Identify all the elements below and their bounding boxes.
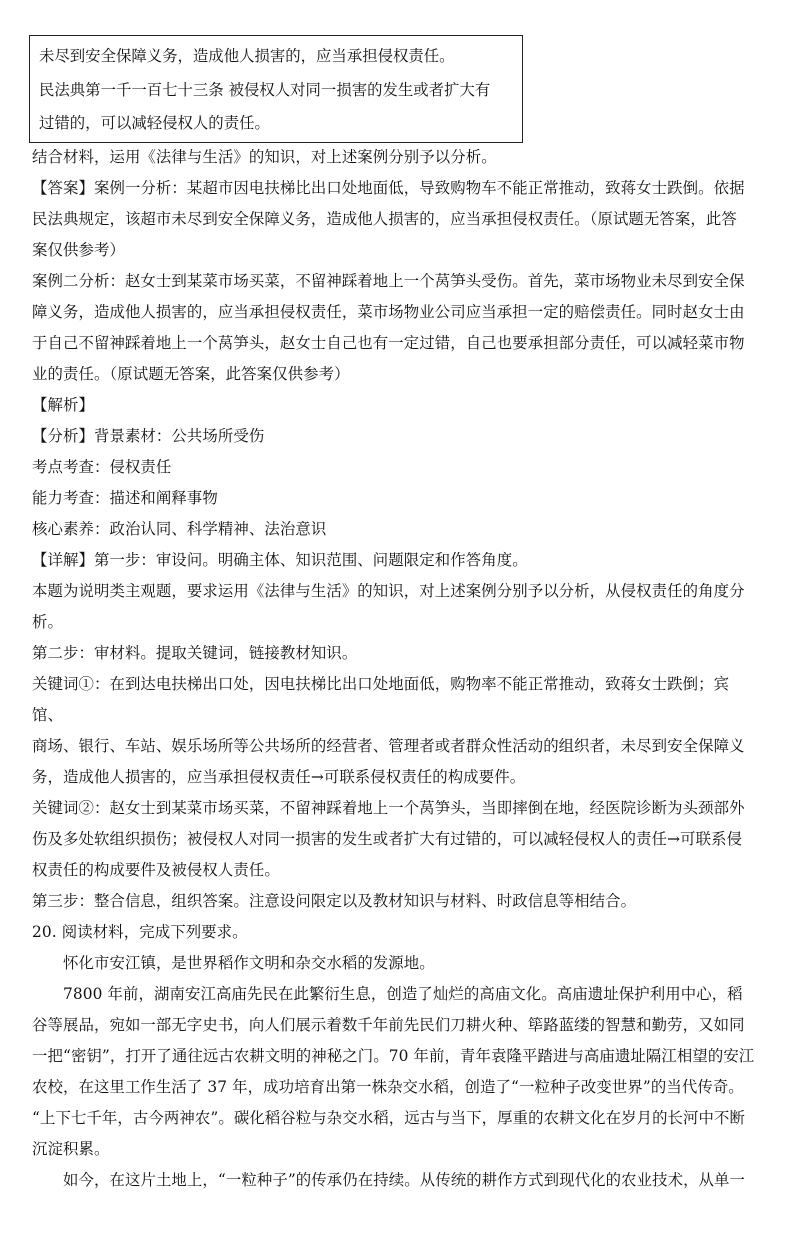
material-line: 农校，在这里工作生活了 37 年，成功培育出第一株杂交水稻，创造了“一粒种子改变世界”的当代传奇。 [32,1078,744,1096]
material-line: 沉淀积累。 [32,1140,110,1158]
analysis-line: 【分析】背景素材：公共场所受伤 [32,427,265,445]
keyword-line: 商场、银行、车站、娱乐场所等公共场所的经营者、管理者或者群众性活动的组织者，未尽到安全保障义 [32,737,745,755]
detail-line: 第三步：整合信息，组织答案。注意设问限定以及教材知识与材料、时政信息等相结合。 [32,892,637,910]
keyword-line: 权责任的构成要件及被侵权人责任。 [32,861,280,879]
analysis-line: 考点考查：侵权责任 [32,458,172,476]
detail-line: 第二步：审材料。提取关键词，链接教材知识。 [32,644,358,662]
material-line: 7800 年前，湖南安江高庙先民在此繁衍生息，创造了灿烂的高庙文化。高庙遗址保护利用中心，稻 [63,985,743,1003]
analysis-line: 核心素养：政治认同、科学精神、法治意识 [32,520,327,538]
question-number: 20. 阅读材料，完成下列要求。 [32,923,248,941]
material-line: 谷等展品，宛如一部无字史书，向人们展示着数千年前先民们刀耕火种、筚路蓝缕的智慧和勤劳，又如同 [32,1016,745,1034]
document-body [32,142,772,1196]
box-line: 过错的，可以减轻侵权人的责任。 [39,114,270,132]
keyword-line: 馆、 [32,706,63,724]
question-prompt: 结合材料，运用《法律与生活》的知识，对上述案例分别予以分析。 [32,148,497,166]
detail-line: 析。 [32,613,63,631]
quoted-material-box [29,35,523,143]
material-line: 怀化市安江镇，是世界稻作文明和杂交水稻的发源地。 [63,954,435,972]
detail-line: 本题为说明类主观题，要求运用《法律与生活》的知识，对上述案例分别予以分析，从侵权责任的角度分 [32,582,745,600]
analysis-heading: 【解析】 [32,396,94,414]
answer-line: 案仅供参考） [32,241,125,259]
answer-line: 案例二分析：赵女士到某菜市场买菜，不留神踩着地上一个莴笋头受伤。首先，菜市场物业未尽到安全保 [32,272,745,290]
material-line: 一把“密钥”，打开了通往远古农耕文明的神秘之门。70 年前，青年袁隆平踏进与高庙遗址隔江相望的安江 [32,1047,755,1065]
box-line: 未尽到安全保障义务，造成他人损害的，应当承担侵权责任。 [39,47,455,65]
keyword-line: 伤及多处软组织损伤；被侵权人对同一损害的发生或者扩大有过错的，可以减轻侵权人的责任→可联系侵 [32,830,743,848]
answer-line: 于自己不留神踩着地上一个莴笋头，赵女士自己也有一定过错，自己也要承担部分责任，可以减轻菜市物 [32,334,745,352]
material-line: “上下七千年，古今两神农”。碳化稻谷粒与杂交水稻，远古与当下，厚重的农耕文化在岁月的长河中不断 [32,1109,746,1127]
answer-line: 障义务，造成他人损害的，应当承担侵权责任，菜市场物业公司应当承担一定的赔偿责任。同时赵女士由 [32,303,745,321]
keyword-line: 关键词②：赵女士到某菜市场买菜，不留神踩着地上一个莴笋头，当即摔倒在地，经医院诊断为头颈部外 [32,799,745,817]
material-line: 如今，在这片土地上，“一粒种子”的传承仍在持续。从传统的耕作方式到现代化的农业技术，从单一 [63,1171,746,1189]
answer-line: 【答案】案例一分析：某超市因电扶梯比出口处地面低，导致购物车不能正常推动，致蒋女士跌倒。依据 [32,179,745,197]
detail-line: 【详解】第一步：审设问。明确主体、知识范围、问题限定和作答角度。 [32,551,528,569]
keyword-line: 关键词①：在到达电扶梯出口处，因电扶梯比出口处地面低，购物率不能正常推动，致蒋女士跌倒；宾 [32,675,730,693]
answer-line: 业的责任。（原试题无答案，此答案仅供参考） [32,365,350,383]
box-line: 民法典第一千一百七十三条 被侵权人对同一损害的发生或者扩大有 [39,80,491,99]
answer-line: 民法典规定，该超市未尽到安全保障义务，造成他人损害的，应当承担侵权责任。（原试题无答案，此答 [32,210,737,228]
analysis-line: 能力考查：描述和阐释事物 [32,489,218,507]
keyword-line: 务，造成他人损害的，应当承担侵权责任→可联系侵权责任的构成要件。 [32,768,526,786]
